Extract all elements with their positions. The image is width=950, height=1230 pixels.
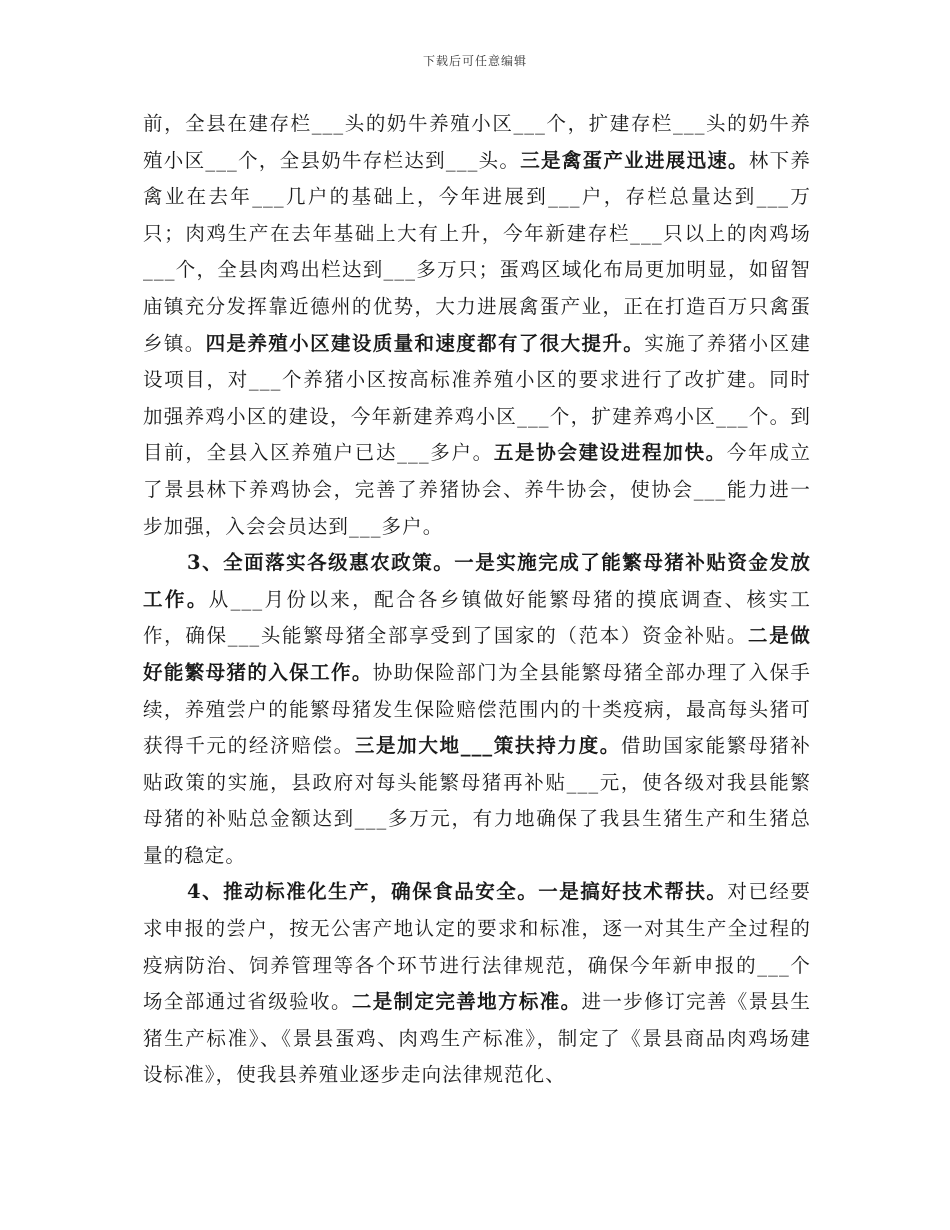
page-header: 下载后可任意编辑 bbox=[422, 54, 527, 68]
text-run: 借助国家能繁母猪补贴政策的实施，县政府对每头能繁母猪再补贴___元，使各级对我县能繁母猪的补贴总金额达到___多万元，有力地确保了我县生猪生产和生猪总量的稳定。 bbox=[143, 734, 811, 867]
paragraph-section-3 bbox=[143, 545, 811, 874]
bold-heading: 二是制定完善地方标准。 bbox=[351, 990, 582, 1014]
section-heading: 4、推动标准化生产，确保食品安全。一是搞好技术帮扶。 bbox=[187, 880, 728, 904]
paragraph-section-4 bbox=[143, 874, 811, 1094]
section-heading: 3、全面落实各级惠农政策。一是实施完成了能繁母猪补贴资金发放工作。 bbox=[143, 551, 811, 611]
bold-heading: 三是加大地___策扶持力度。 bbox=[354, 734, 621, 758]
text-run: 从___月份以来，配合各乡镇做好能繁母猪的摸底调查、核实工作，确保___头能繁母猪全部享受到了国家的（范本）资金补贴。 bbox=[143, 587, 811, 648]
bold-heading: 三是禽蛋产业进展迅速。 bbox=[520, 148, 749, 172]
document-body bbox=[143, 106, 811, 1094]
bold-heading: 二是做好能繁母猪的入保工作。 bbox=[143, 624, 811, 684]
text-run: 前，全县在建存栏___头的奶牛养殖小区___个，扩建存栏___头的奶牛养殖小区___个，全县奶牛存栏达到___头。 bbox=[143, 112, 811, 172]
paragraph-livestock bbox=[143, 106, 811, 545]
text-run: 协助保险部门为全县能繁母猪全部办理了入保手续，养殖尝户的能繁母猪发生保险赔偿范围内的十类疫病，最高每头猪可获得千元的经济赔偿。 bbox=[143, 660, 811, 758]
bold-heading: 四是养殖小区建设质量和速度都有了很大提升。 bbox=[205, 331, 645, 355]
text-run: 今年成立了景县林下养鸡协会，完善了养猪协会、养牛协会，使协会___能力进一步加强，入会会员达到___多户。 bbox=[143, 441, 811, 538]
text-run: 进一步修订完善《景县生猪生产标准》、《景县蛋鸡、肉鸡生产标准》，制定了《景县商品肉鸡场建设标准》，使我县养殖业逐步走向法律规范化、 bbox=[143, 990, 811, 1087]
bold-heading: 五是协会建设进程加快。 bbox=[493, 441, 727, 465]
text-run: 对已经要求申报的尝户，按无公害产地认定的要求和标准，逐一对其生产全过程的疫病防治、饲养管理等各个环节进行法律规范，确保今年新申报的___个场全部通过省级验收。 bbox=[143, 880, 811, 1014]
text-run: 实施了养猪小区建设项目，对___个养猪小区按高标准养殖小区的要求进行了改扩建。同时加强养鸡小区的建设，今年新建养鸡小区___个，扩建养鸡小区___个。到目前，全县入区养殖户已达___多户。 bbox=[143, 331, 811, 465]
text-run: 林下养禽业在去年___几户的基础上，今年进展到___户，存栏总量达到___万只；肉鸡生产在去年基础上大有上升，今年新建存栏___只以上的肉鸡场___个，全县肉鸡出栏达到___多万只；蛋鸡区域化布局更加明显，如留智庙镇充分发挥靠近德州的优势，大力进展禽蛋产业，正在打造百万只禽蛋乡镇。 bbox=[143, 148, 811, 355]
